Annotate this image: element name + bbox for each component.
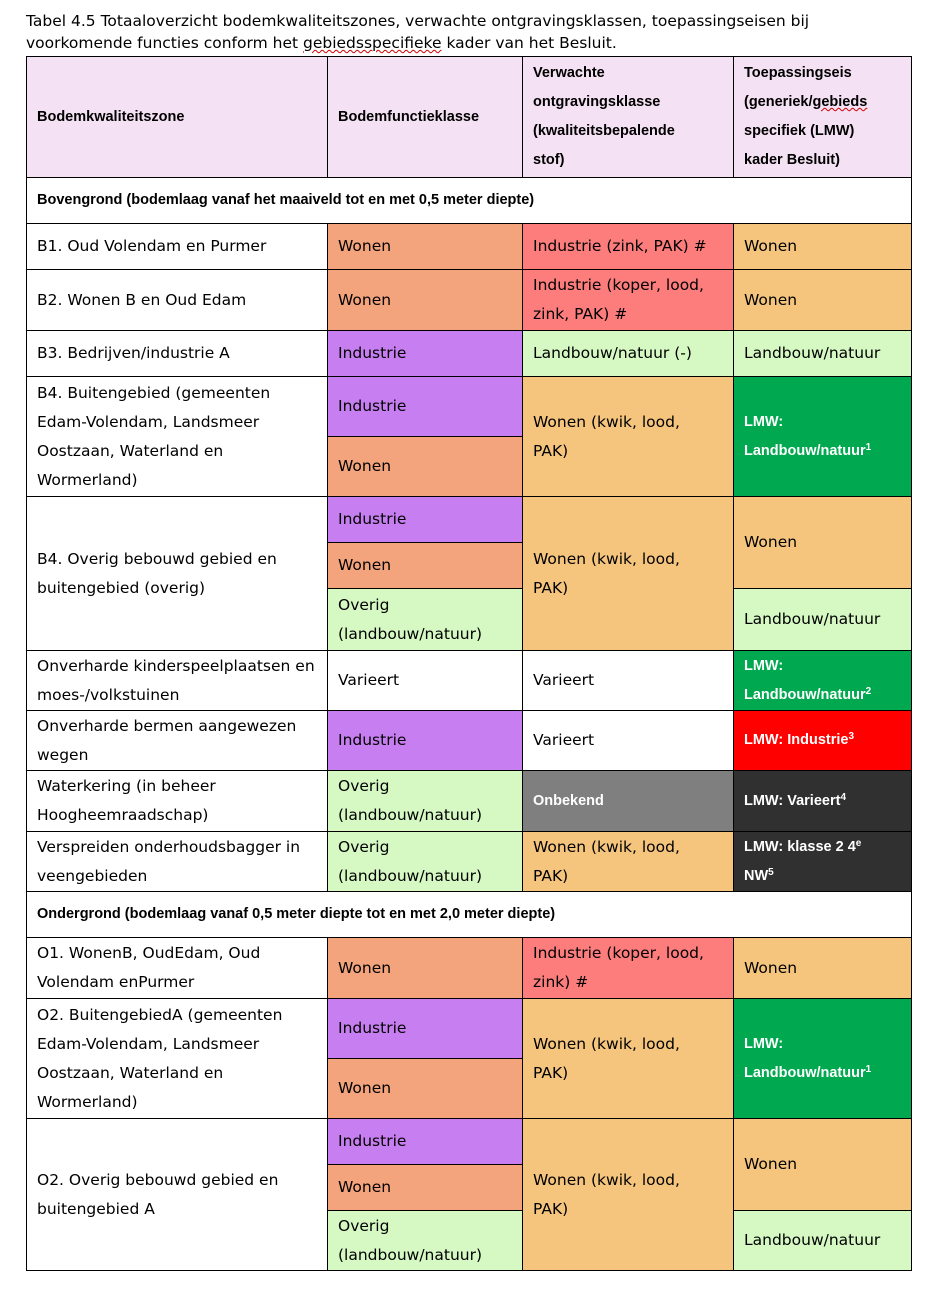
function-cell: Industrie <box>328 497 523 543</box>
requirement-line-1: LMW: <box>744 413 784 430</box>
requirement-cell: Wonen <box>734 224 912 270</box>
header-req-line-4: kader Besluit) <box>744 152 840 168</box>
header-req-line-3: specifiek (LMW) <box>744 123 855 139</box>
caption-line-2-start: voorkomende functies conform het <box>26 34 303 52</box>
requirement-cell: Wonen <box>734 1119 912 1211</box>
table-row-b1 <box>27 224 912 270</box>
table-row-kinderspeelplaatsen <box>27 651 912 711</box>
header-function-class: Bodemfunctieklasse <box>328 57 523 178</box>
zone-cell: B4. Buitengebied (gemeenten Edam-Volendam, Landsmeer Oostzaan, Waterland en Wormerland) <box>27 377 328 497</box>
table-row-o1 <box>27 938 912 999</box>
function-cell: Overig (landbouw/natuur) <box>328 1211 523 1271</box>
footnote-mark: 4 <box>840 791 846 803</box>
header-row <box>27 57 912 178</box>
zone-cell: Verspreiden onderhoudsbagger in veengebieden <box>27 832 328 892</box>
requirement-cell: Wonen <box>734 938 912 999</box>
function-cell: Industrie <box>328 331 523 377</box>
requirement-cell <box>734 377 912 497</box>
function-cell: Industrie <box>328 711 523 771</box>
footnote-mark: 3 <box>848 731 855 742</box>
requirement-text: LMW: Industrie <box>744 732 849 748</box>
footnote-mark: 1 <box>865 1063 872 1075</box>
function-cell: Industrie <box>328 1119 523 1165</box>
header-excavation-line-2: ontgravingsklasse <box>533 94 661 110</box>
table-row-b2 <box>27 270 912 331</box>
zone-cell: B1. Oud Volendam en Purmer <box>27 224 328 270</box>
excavation-cell: Varieert <box>523 711 734 771</box>
function-cell: Overig (landbouw/natuur) <box>328 771 523 832</box>
table-row-waterkering <box>27 771 912 832</box>
header-req-line-2 <box>744 88 901 117</box>
section-title-topsoil: Bovengrond (bodemlaag vanaf het maaiveld tot en met 0,5 meter diepte) <box>27 178 912 224</box>
excavation-cell: Wonen (kwik, lood, PAK) <box>523 377 734 497</box>
header-excavation-class <box>523 57 734 178</box>
footnote-mark: 1 <box>865 441 872 453</box>
excavation-cell: Landbouw/natuur (-) <box>523 331 734 377</box>
excavation-cell: Wonen (kwik, lood, PAK) <box>523 832 734 892</box>
requirement-cell: Landbouw/natuur <box>734 589 912 651</box>
header-req-line-1: Toepassingseis <box>744 65 852 81</box>
table-row-o2-buitengebied <box>27 999 912 1059</box>
function-cell: Varieert <box>328 651 523 711</box>
table-row-o2-overig <box>27 1119 912 1165</box>
requirement-cell <box>734 651 912 711</box>
requirement-cell <box>734 771 912 832</box>
header-application-requirement <box>734 57 912 178</box>
requirement-line-2: Landbouw/natuur <box>744 1064 866 1081</box>
requirement-cell: Wonen <box>734 270 912 331</box>
zone-cell: Onverharde bermen aangewezen wegen <box>27 711 328 771</box>
requirement-text: LMW: Varieert <box>744 792 841 809</box>
function-cell: Industrie <box>328 377 523 437</box>
requirement-cell: Landbouw/natuur <box>734 1211 912 1271</box>
zone-cell: Onverharde kinderspeelplaatsen en moes-/volkstuinen <box>27 651 328 711</box>
header-req-line-2-start: (generiek/ <box>744 94 813 110</box>
requirement-cell <box>734 832 912 892</box>
requirement-line-2: Landbouw/natuur <box>744 442 866 459</box>
caption-line-2 <box>26 32 916 54</box>
requirement-line-2: NW <box>744 867 769 884</box>
header-zone: Bodemkwaliteitszone <box>27 57 328 178</box>
excavation-cell: Varieert <box>523 651 734 711</box>
requirement-line-2: Landbouw/natuur <box>744 686 866 703</box>
function-cell: Wonen <box>328 437 523 497</box>
caption-spellcheck-word: gebiedsspecifieke <box>303 34 442 52</box>
zone-cell: Waterkering (in beheer Hoogheemraadschap) <box>27 771 328 832</box>
table-caption <box>26 10 916 54</box>
caption-line-1: Tabel 4.5 Totaaloverzicht bodemkwaliteitszones, verwachte ontgravingsklassen, toepassingseisen bij <box>26 12 810 30</box>
excavation-cell: Wonen (kwik, lood, PAK) <box>523 497 734 651</box>
excavation-cell: Industrie (zink, PAK) # <box>523 224 734 270</box>
function-cell: Wonen <box>328 1165 523 1211</box>
table-row-b3 <box>27 331 912 377</box>
header-excavation-line-3: (kwaliteitsbepalende <box>533 123 675 139</box>
footnote-mark: e <box>855 837 862 849</box>
requirement-cell: Wonen <box>734 497 912 589</box>
section-title-subsoil: Ondergrond (bodemlaag vanaf 0,5 meter diepte tot en met 2,0 meter diepte) <box>27 892 912 938</box>
section-row-subsoil <box>27 892 912 938</box>
function-cell: Wonen <box>328 270 523 331</box>
overview-table <box>26 56 912 1271</box>
function-cell: Wonen <box>328 1059 523 1119</box>
excavation-cell: Wonen (kwik, lood, PAK) <box>523 1119 734 1271</box>
function-cell: Industrie <box>328 999 523 1059</box>
requirement-line-1: LMW: <box>744 657 784 674</box>
requirement-line-1: LMW: <box>744 1035 784 1052</box>
header-excavation-line-4: stof) <box>533 152 565 168</box>
function-cell: Wonen <box>328 224 523 270</box>
footnote-mark: 2 <box>865 685 872 697</box>
section-row-topsoil <box>27 178 912 224</box>
requirement-line-1: LMW: klasse 2 4 <box>744 838 856 855</box>
requirement-cell <box>734 999 912 1119</box>
zone-cell: B2. Wonen B en Oud Edam <box>27 270 328 331</box>
function-cell: Wonen <box>328 938 523 999</box>
table-row-b4-buitengebied <box>27 377 912 437</box>
excavation-cell: Wonen (kwik, lood, PAK) <box>523 999 734 1119</box>
header-req-spellcheck-word: gebieds <box>812 94 868 110</box>
header-excavation-line-1: Verwachte <box>533 65 605 81</box>
table-row-bagger <box>27 832 912 892</box>
table-row-bermen <box>27 711 912 771</box>
excavation-cell: Onbekend <box>523 771 734 832</box>
table-row-b4-overig <box>27 497 912 543</box>
excavation-cell: Industrie (koper, lood, zink) # <box>523 938 734 999</box>
zone-cell: O2. BuitengebiedA (gemeenten Edam-Volendam, Landsmeer Oostzaan, Waterland en Wormerland) <box>27 999 328 1119</box>
zone-cell: O1. WonenB, OudEdam, Oud Volendam enPurmer <box>27 938 328 999</box>
footnote-mark: 5 <box>768 866 774 878</box>
caption-line-2-end: kader van het Besluit. <box>441 34 617 52</box>
zone-cell: O2. Overig bebouwd gebied en buitengebied A <box>27 1119 328 1271</box>
function-cell: Wonen <box>328 543 523 589</box>
requirement-cell: Landbouw/natuur <box>734 331 912 377</box>
zone-cell: B4. Overig bebouwd gebied en buitengebied (overig) <box>27 497 328 651</box>
excavation-cell: Industrie (koper, lood, zink, PAK) # <box>523 270 734 331</box>
function-cell: Overig (landbouw/natuur) <box>328 589 523 651</box>
zone-cell: B3. Bedrijven/industrie A <box>27 331 328 377</box>
requirement-cell <box>734 711 912 771</box>
function-cell: Overig (landbouw/natuur) <box>328 832 523 892</box>
